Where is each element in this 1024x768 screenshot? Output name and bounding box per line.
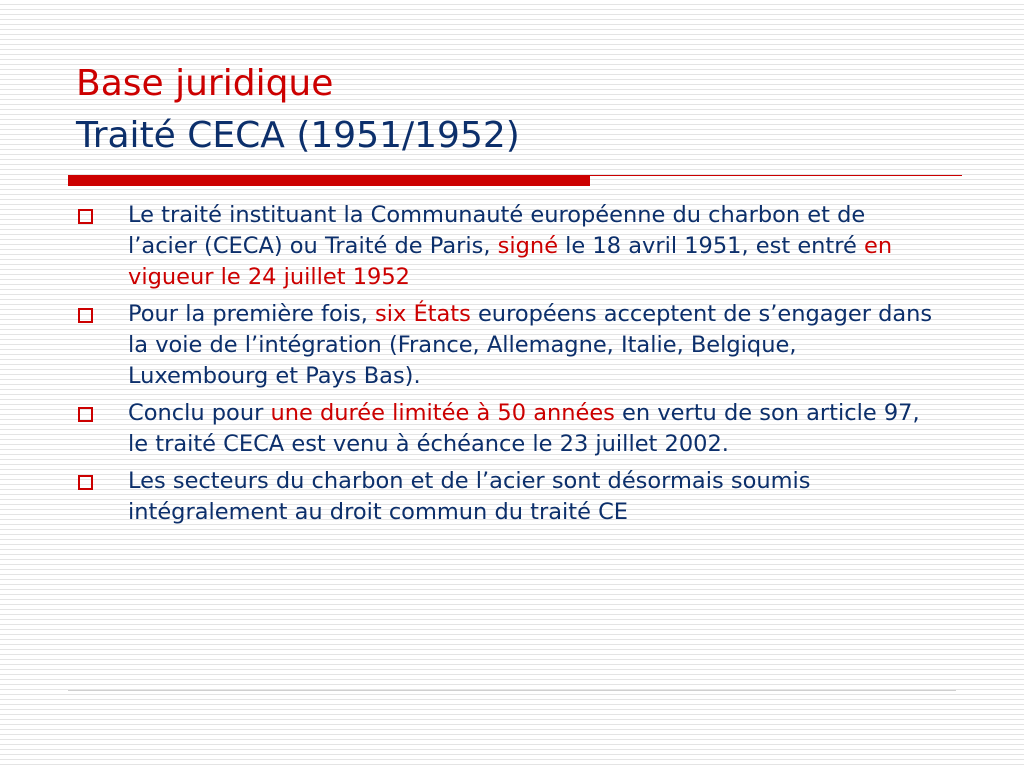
bullet-item-sectors [76, 466, 936, 528]
footer-divider [68, 690, 956, 691]
slide-title [76, 58, 976, 162]
bullet-text: Conclu pour [128, 400, 271, 426]
highlight-text: six États [375, 301, 471, 327]
title-underline-bar [68, 175, 590, 186]
bullet-item-six-states [76, 299, 936, 392]
hollow-square-icon [78, 407, 93, 422]
bullet-list [76, 200, 936, 534]
bullet-text: le 18 avril 1951, est entré [558, 233, 865, 259]
hollow-square-icon [78, 475, 93, 490]
bullet-text: européens acceptent de s’engager dans la voie de l’intégration (France, Allemagne, Italie, Belgique, Luxembourg et Pays Bas). [128, 301, 933, 389]
bullet-item-duration [76, 398, 936, 460]
hollow-square-icon [78, 209, 93, 224]
bullet-text: Les secteurs du charbon et de l’acier sont désormais soumis intégralement au droit commun du traité CE [128, 468, 811, 525]
highlight-text: une durée limitée à 50 années [270, 400, 615, 426]
bullet-text: Pour la première fois, [128, 301, 375, 327]
title-underline-thin [590, 175, 962, 176]
title-line-2: Traité CECA (1951/1952) [76, 115, 520, 156]
hollow-square-icon [78, 308, 93, 323]
bullet-text: Le traité instituant la Communauté européenne du charbon et de l’acier (CECA) ou Traité de Paris, [128, 202, 866, 259]
title-line-1: Base juridique [76, 63, 334, 104]
bullet-text: en vertu de son article 97, le traité CECA est venu à échéance le 23 juillet 2002. [128, 400, 920, 457]
highlight-text: signé [497, 233, 559, 259]
bullet-item-treaty [76, 200, 936, 293]
highlight-text: en vigueur le 24 juillet 1952 [128, 233, 893, 290]
